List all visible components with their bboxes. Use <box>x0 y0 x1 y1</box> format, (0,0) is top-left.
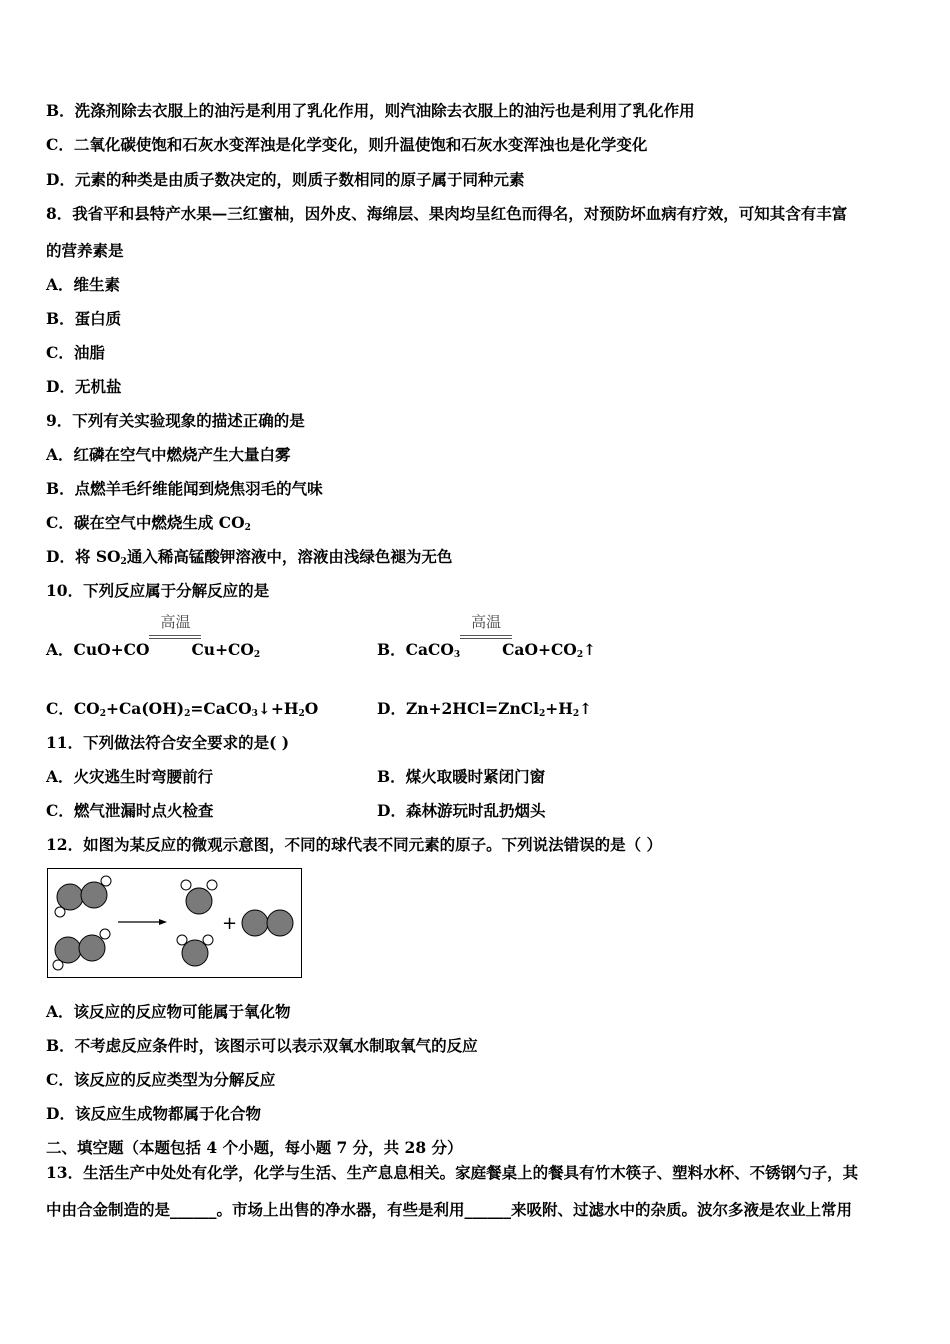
molecule-diagram-svg <box>48 869 301 977</box>
reactant-molecule <box>53 929 110 970</box>
q12-option-d: D．该反应生成物都属于化合物 <box>46 1104 261 1123</box>
product-molecule <box>181 880 217 914</box>
q7-option-c: C．二氧化碳使饱和石灰水变浑浊是化学变化，则升温使饱和石灰水变浑浊也是化学变化 <box>46 135 648 154</box>
product-molecule <box>177 935 213 966</box>
q8-stem-line2: 的营养素是 <box>46 241 124 260</box>
q11-option-a: A．火灾逃生时弯腰前行 <box>46 767 214 786</box>
q8-stem-line1: 8．我省平和县特产水果—三红蜜柚，因外皮、海绵层、果肉均呈红色而得名，对预防坏血病有疗效，可知其含有丰富 <box>46 204 848 223</box>
q9-stem: 9．下列有关实验现象的描述正确的是 <box>46 411 305 430</box>
reaction-condition: 高温 <box>471 613 502 631</box>
q10-option-c: C．$CO_2+Ca(OH)_2=CaCO_3↓+H_2O$ <box>46 699 319 719</box>
q12-option-a: A．该反应的反应物可能属于氧化物 <box>46 1002 291 1021</box>
q11-option-b: B．煤火取暖时紧闭门窗 <box>377 767 546 786</box>
reaction-condition: 高温 <box>160 613 191 631</box>
product-molecule <box>242 910 293 936</box>
q9-option-a: A．红磷在空气中燃烧产生大量白雾 <box>46 445 291 464</box>
reaction-arrow-icon <box>118 919 167 925</box>
section-heading: 二、填空题（本题包括 4 个小题，每小题 7 分，共 28 分） <box>46 1138 463 1157</box>
plus-sign: + <box>222 913 238 934</box>
q11-stem: 11．下列做法符合安全要求的是( ) <box>46 733 290 752</box>
q13-line2: 中由合金制造的是______。市场上出售的净水器，有些是利用______来吸附、过滤水中的杂质。波尔多液是农业上常用 <box>46 1200 853 1219</box>
q8-option-a: A．维生素 <box>46 275 121 294</box>
reaction-arrow <box>149 613 191 660</box>
q8-option-d: D．无机盐 <box>46 377 122 396</box>
q7-option-d: D．元素的种类是由质子数决定的，则质子数相同的原子属于同种元素 <box>46 170 525 189</box>
q7-option-b: B．洗涤剂除去衣服上的油污是利用了乳化作用，则汽油除去衣服上的油污也是利用了乳化作用 <box>46 101 695 120</box>
q12-stem: 12．如图为某反应的微观示意图，不同的球代表不同元素的原子。下列说法错误的是（ ） <box>46 835 662 854</box>
q11-option-d: D．森林游玩时乱扔烟头 <box>377 801 546 820</box>
q8-option-b: B．蛋白质 <box>46 309 122 328</box>
q9-option-d: D．将 $SO_2$通入稀高锰酸钾溶液中，溶液由浅绿色褪为无色 <box>46 547 453 567</box>
q9-option-c: C．碳在空气中燃烧生成 $CO_2$ <box>46 513 251 533</box>
q9-option-b: B．点燃羊毛纤维能闻到烧焦羽毛的气味 <box>46 479 323 498</box>
q10-stem: 10．下列反应属于分解反应的是 <box>46 581 270 600</box>
reaction-arrow <box>460 613 502 660</box>
q13-line1: 13．生活生产中处处有化学，化学与生活、生产息息相关。家庭餐桌上的餐具有竹木筷子、塑料水杯、不锈钢勺子，其 <box>46 1163 859 1182</box>
q10-option-b: B．CaCO$_3$ 高温 $CaO+CO_2↑$ <box>377 613 597 660</box>
reactant-molecule <box>55 876 111 917</box>
q8-option-c: C．油脂 <box>46 343 105 362</box>
q12-option-b: B．不考虑反应条件时，该图示可以表示双氧水制取氧气的反应 <box>46 1036 478 1055</box>
q10-option-d: D．$Zn+2HCl=ZnCl_2+H_2↑$ <box>377 699 593 719</box>
q12-option-c: C．该反应的反应类型为分解反应 <box>46 1070 276 1089</box>
q10-option-a: A．CuO+CO 高温 $Cu+CO_2$ <box>46 613 261 660</box>
q11-option-c: C．燃气泄漏时点火检查 <box>46 801 214 820</box>
reaction-micro-diagram <box>47 868 302 978</box>
